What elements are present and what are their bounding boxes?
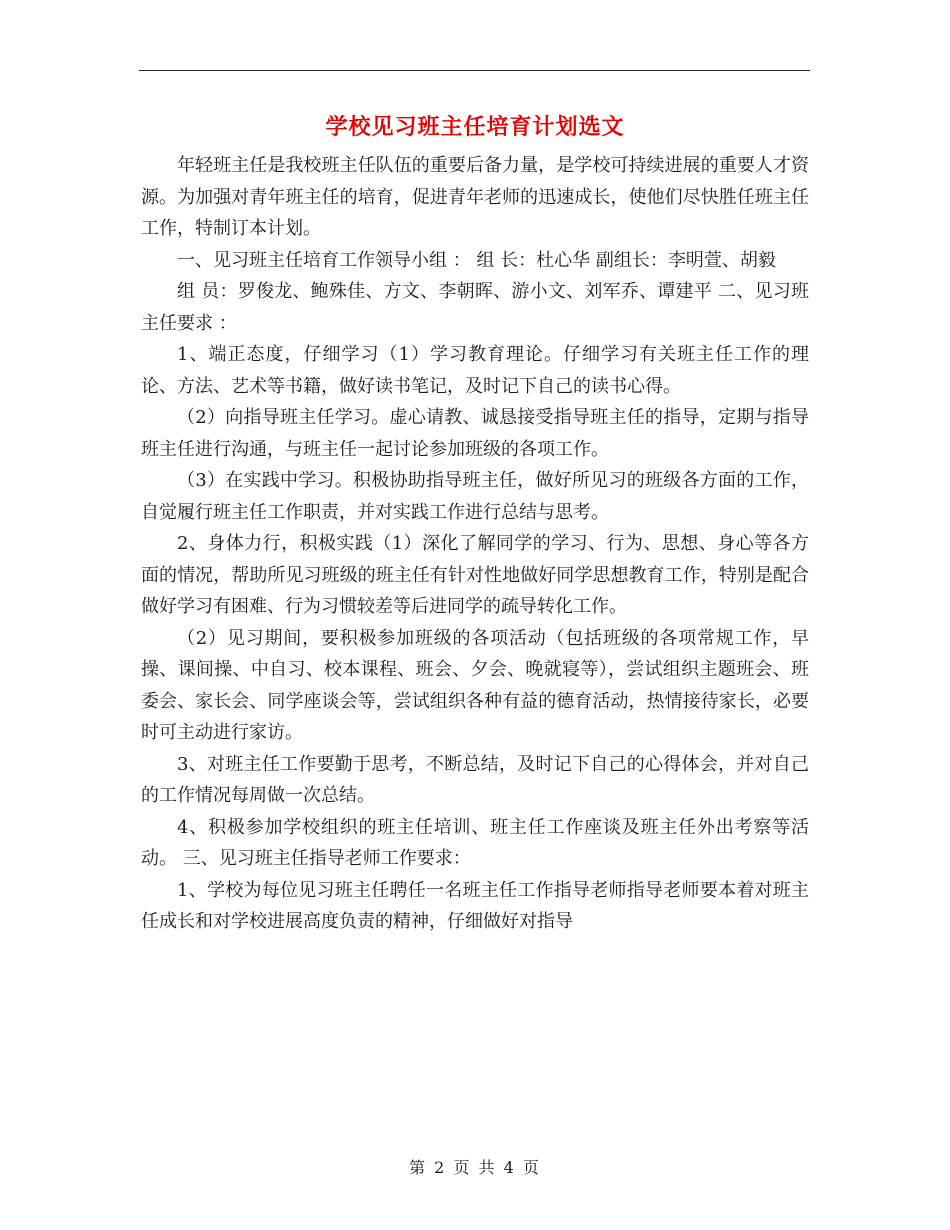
paragraph: （2）见习期间，要积极参加班级的各项活动（包括班级的各项常规工作，早操、课间操、中自习、校本课程、班会、夕会、晚就寝等），尝试组织主题班会、班委会、家长会、同学座谈会等，尝试组织各种有益的德育活动，热情接待家长，必要时可主动进行家访。: [141, 627, 809, 743]
document-title: 学校见习班主任培育计划选文: [325, 115, 625, 140]
paragraph: 3、对班主任工作要勤于思考，不断总结，及时记下自己的心得体会，并对自己的工作情况每周做一次总结。: [141, 753, 809, 806]
paragraph: 1、端正态度，仔细学习（1）学习教育理论。仔细学习有关班主任工作的理论、方法、艺术等书籍，做好读书笔记，及时记下自己的读书心得。: [141, 344, 809, 397]
paragraph: 年轻班主任是我校班主任队伍的重要后备力量，是学校可持续进展的重要人才资源。为加强对青年班主任的培育，促进青年老师的迅速成长，使他们尽快胜任班主任工作，特制订本计划。: [141, 155, 809, 239]
paragraph: 一、见习班主任培育工作领导小组 ： 组 长：杜心华 副组长：李明萱、胡毅: [177, 249, 776, 271]
paragraph: （2）向指导班主任学习。虚心请教、诚恳接受指导班主任的指导，定期与指导班主任进行沟通，与班主任一起讨论参加班级的各项工作。: [141, 407, 809, 460]
header-rule: [139, 70, 810, 71]
paragraph: （3）在实践中学习。积极协助指导班主任，做好所见习的班级各方面的工作，自觉履行班主任工作职责，并对实践工作进行总结与思考。: [141, 470, 809, 523]
paragraph: 2、身体力行，积极实践（1）深化了解同学的学习、行为、思想、身心等各方面的情况，帮助所见习班级的班主任有针对性地做好同学思想教育工作，特别是配合做好学习有困难、行为习惯较差等后进同学的疏导转化工作。: [141, 533, 809, 617]
paragraph: 4、积极参加学校组织的班主任培训、班主任工作座谈及班主任外出考察等活动。 三、见习班主任指导老师工作要求：: [141, 816, 809, 869]
document-body: [141, 150, 809, 938]
paragraph: 1、学校为每位见习班主任聘任一名班主任工作指导老师指导老师要本着对班主任成长和对学校进展高度负责的精神，仔细做好对指导: [141, 879, 809, 932]
paragraph: 组 员：罗俊龙、鲍殊佳、方文、李朝晖、游小文、刘军乔、谭建平 二、见习班主任要求 ：: [141, 281, 809, 334]
page-number-footer: 第 2 页 共 4 页: [409, 1158, 541, 1177]
